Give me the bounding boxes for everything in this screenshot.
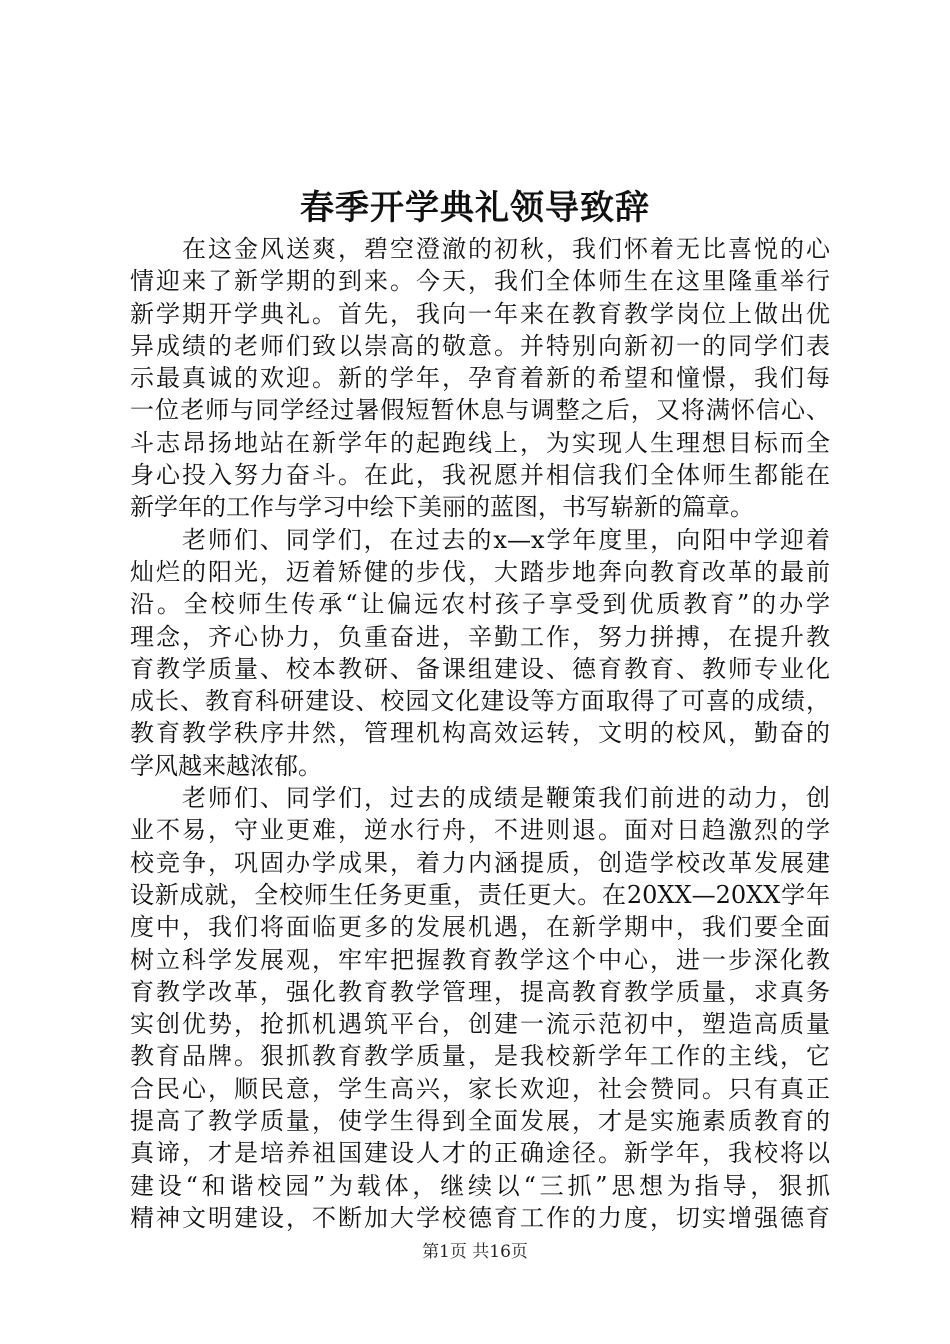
text-line: 教育教学秩序井然，管理机构高效运转，文明的校风，勤奋的 xyxy=(130,719,830,748)
text-line: 新学年的工作与学习中绘下美丽的蓝图，书写崭新的篇章。 xyxy=(130,493,754,522)
text-line: 设新成就，全校师生任务更重，责任更大。在20XX—20XX学年 xyxy=(130,880,830,909)
document-title: 春季开学典礼领导致辞 xyxy=(300,188,650,228)
text-line: 老师们、同学们，过去的成绩是鞭策我们前进的动力，创 xyxy=(182,784,830,813)
text-line: 斗志昂扬地站在新学年的起跑线上，为实现人生理想目标而全 xyxy=(130,428,830,457)
text-line: 成长、教育科研建设、校园文化建设等方面取得了可喜的成绩， xyxy=(130,687,830,716)
document-body xyxy=(130,233,830,1234)
text-line: 灿烂的阳光，迈着矫健的步伐，大踏步地奔向教育改革的最前 xyxy=(130,557,830,586)
text-line: 育教学质量、校本教研、备课组建设、德育教育、教师专业化 xyxy=(130,654,830,683)
text-line: 老师们、同学们，在过去的x—x学年度里，向阳中学迎着 xyxy=(182,525,830,554)
text-line: 沿。全校师生传承“让偏远农村孩子享受到优质教育”的办学 xyxy=(130,590,830,619)
text-line: 身心投入努力奋斗。在此，我祝愿并相信我们全体师生都能在 xyxy=(130,461,830,490)
text-line: 提高了教学质量，使学生得到全面发展，才是实施素质教育的 xyxy=(130,1107,830,1136)
text-line: 教育品牌。狠抓教育教学质量，是我校新学年工作的主线，它 xyxy=(130,1042,830,1071)
text-line: 树立科学发展观，牢牢把握教育教学这个中心，进一步深化教 xyxy=(130,945,830,974)
text-line: 异成绩的老师们致以崇高的敬意。并特别向新初一的同学们表 xyxy=(130,331,830,360)
text-line: 学风越来越浓郁。 xyxy=(130,751,322,780)
text-line: 业不易，守业更难，逆水行舟，不进则退。面对日趋激烈的学 xyxy=(130,816,830,845)
text-line: 示最真诚的欢迎。新的学年，孕育着新的希望和憧憬，我们每 xyxy=(130,364,830,393)
text-line: 度中，我们将面临更多的发展机遇，在新学期中，我们要全面 xyxy=(130,913,830,942)
text-line: 一位老师与同学经过暑假短暂休息与调整之后，又将满怀信心、 xyxy=(130,396,830,425)
text-line: 建设“和谐校园”为载体，继续以“三抓”思想为指导，狠抓 xyxy=(130,1171,830,1200)
text-line: 新学期开学典礼。首先，我向一年来在教育教学岗位上做出优 xyxy=(130,299,830,328)
text-line: 合民心，顺民意，学生高兴，家长欢迎，社会赞同。只有真正 xyxy=(130,1074,830,1103)
text-line: 情迎来了新学期的到来。今天，我们全体师生在这里隆重举行 xyxy=(130,267,830,296)
text-line: 校竞争，巩固办学成果，着力内涵提质，创造学校改革发展建 xyxy=(130,848,830,877)
text-line: 精神文明建设，不断加大学校德育工作的力度，切实增强德育 xyxy=(130,1203,830,1232)
text-line: 在这金风送爽，碧空澄澈的初秋，我们怀着无比喜悦的心 xyxy=(182,235,830,263)
text-line: 真谛，才是培养祖国建设人才的正确途径。新学年，我校将以 xyxy=(130,1139,830,1168)
text-line: 育教学改革，强化教育教学管理，提高教育教学质量，求真务 xyxy=(130,977,830,1006)
page-footer: 第1页 共16页 xyxy=(422,1242,528,1262)
text-line: 理念，齐心协力，负重奋进，辛勤工作，努力拼搏，在提升教 xyxy=(130,622,830,651)
text-line: 实创优势，抢抓机遇筑平台，创建一流示范初中，塑造高质量 xyxy=(130,1010,830,1039)
